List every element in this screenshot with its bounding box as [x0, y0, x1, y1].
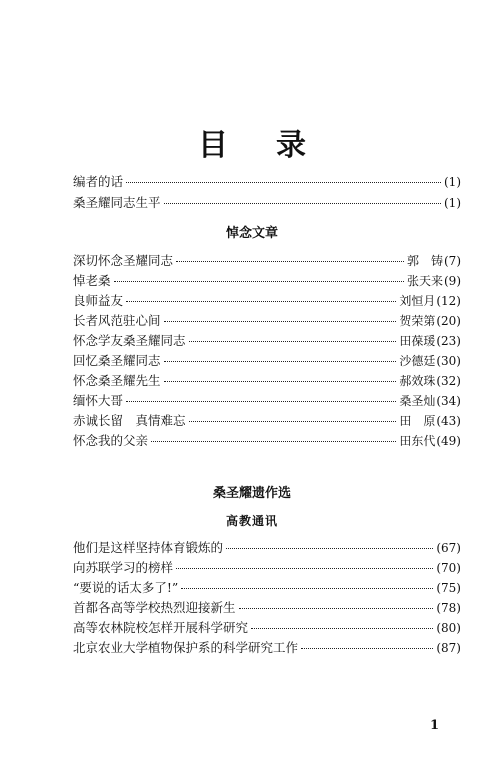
toc-entry-title: 良师益友: [73, 293, 124, 308]
toc-entry-author: 田东代: [399, 434, 436, 448]
subsection-heading: 高教通讯: [225, 514, 278, 528]
dot-leader: [239, 607, 434, 609]
toc-entry-title: 向苏联学习的榜样: [73, 560, 174, 575]
toc-entry[interactable]: [73, 391, 461, 409]
toc-entry-author: 郭 铸: [406, 254, 443, 268]
page-title: [0, 120, 504, 164]
dot-leader: [176, 567, 433, 569]
toc-entry-page: (23): [436, 334, 461, 348]
toc-entry-page: (1): [444, 175, 461, 189]
dot-leader: [126, 181, 441, 183]
toc-entry-title: 桑圣耀同志生平: [73, 195, 161, 210]
toc-entry-author: 桑圣灿: [399, 394, 436, 408]
toc-entry-page: (20): [436, 314, 461, 328]
toc-entry[interactable]: [73, 172, 461, 190]
toc-entry-author: 沙德廷: [399, 354, 436, 368]
toc-entry-title: 怀念桑圣耀先生: [73, 373, 161, 388]
toc-entry-page: (34): [436, 394, 461, 408]
toc-entry-title: 赤诚长留 真情难忘: [73, 413, 186, 428]
toc-entry-title: 他们是这样坚持体育锻炼的: [73, 540, 224, 555]
toc-entry[interactable]: [73, 538, 461, 556]
dot-leader: [126, 300, 396, 302]
toc-entry[interactable]: [73, 331, 461, 349]
toc-entry-page: (7): [444, 254, 461, 268]
toc-entry-page: (12): [436, 294, 461, 308]
dot-leader: [164, 320, 397, 322]
title-char-2: 录: [276, 128, 306, 163]
dot-leader: [164, 202, 441, 204]
toc-entry[interactable]: [73, 411, 461, 429]
toc-entry-page: (78): [436, 601, 461, 615]
toc-entry-author: 张天来: [406, 274, 443, 288]
dot-leader: [189, 340, 397, 342]
toc-entry-page: (32): [436, 374, 461, 388]
dot-leader: [151, 440, 396, 442]
page-number: 1: [430, 718, 440, 733]
toc-entry-title: 编者的话: [73, 174, 124, 189]
toc-entry-page: (80): [436, 621, 461, 635]
dot-leader: [114, 280, 404, 282]
toc-entry-title: 怀念我的父亲: [73, 433, 149, 448]
toc-entry[interactable]: [73, 193, 461, 211]
toc-entry-title: 首都各高等学校热烈迎接新生: [73, 600, 236, 615]
toc-entry-title: 北京农业大学植物保护系的科学研究工作: [73, 640, 299, 655]
dot-leader: [301, 647, 433, 649]
dot-leader: [181, 587, 433, 589]
toc-entry[interactable]: [73, 618, 461, 636]
toc-entry[interactable]: [73, 251, 461, 269]
toc-entry-author: 郝效珠: [399, 374, 436, 388]
toc-entry[interactable]: [73, 311, 461, 329]
toc-entry-page: (30): [436, 354, 461, 368]
section-heading-memorial: 悼念文章: [225, 226, 278, 241]
toc-entry-author: 刘恒月: [399, 294, 436, 308]
toc-entry-author: 田 原: [399, 414, 436, 428]
dot-leader: [251, 627, 433, 629]
dot-leader: [176, 260, 404, 262]
dot-leader: [164, 360, 397, 362]
toc-entry[interactable]: [73, 558, 461, 576]
toc-entry-page: (9): [444, 274, 461, 288]
toc-entry-title: 悼老桑: [73, 273, 111, 288]
toc-entry-page: (67): [436, 541, 461, 555]
toc-entry[interactable]: [73, 638, 461, 656]
toc-entry[interactable]: [73, 431, 461, 449]
toc-entry[interactable]: [73, 291, 461, 309]
toc-entry[interactable]: [73, 271, 461, 289]
dot-leader: [164, 380, 397, 382]
toc-entry-page: (43): [436, 414, 461, 428]
toc-entry-page: (1): [444, 196, 461, 210]
toc-entry-author: 贺荣第: [399, 314, 436, 328]
toc-entry[interactable]: [73, 578, 461, 596]
toc-entry-page: (75): [436, 581, 461, 595]
toc-entry-page: (87): [436, 641, 461, 655]
toc-entry[interactable]: [73, 371, 461, 389]
toc-entry-title: 深切怀念圣耀同志: [73, 253, 174, 268]
toc-entry-title: 回忆桑圣耀同志: [73, 353, 161, 368]
toc-entry-page: (70): [436, 561, 461, 575]
toc-entry-title: “要说的话太多了!”: [73, 580, 179, 595]
title-char-1: 目: [198, 128, 228, 163]
toc-entry-title: 怀念学友桑圣耀同志: [73, 333, 186, 348]
toc-entry-title: 缅怀大哥: [73, 393, 124, 408]
toc-entry-page: (49): [436, 434, 461, 448]
toc-entry[interactable]: [73, 351, 461, 369]
toc-entry-author: 田葆瑗: [399, 334, 436, 348]
dot-leader: [226, 547, 433, 549]
dot-leader: [126, 400, 396, 402]
toc-entry-title: 高等农林院校怎样开展科学研究: [73, 620, 249, 635]
toc-entry[interactable]: [73, 598, 461, 616]
dot-leader: [189, 420, 397, 422]
section-heading-works: 桑圣耀遗作选: [212, 486, 291, 501]
toc-entry-title: 长者风范驻心间: [73, 313, 161, 328]
